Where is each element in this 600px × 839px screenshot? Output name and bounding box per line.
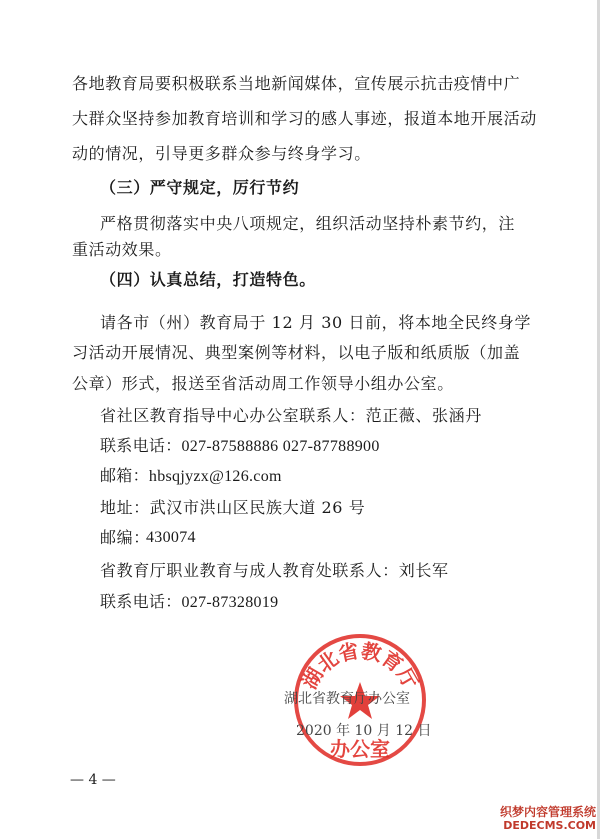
body-line-1: 各地教育局要积极联系当地新闻媒体，宣传展示抗击疫情中广 [72, 74, 521, 93]
body-line-3: 动的情况，引导更多群众参与终身学习。 [72, 144, 371, 163]
vocational-dept-contact: 省教育厅职业教育与成人教育处联系人：刘长军 [100, 561, 449, 580]
postcode-label: 邮编： [100, 528, 150, 547]
body-line-2: 大群众坚持参加教育培训和学习的感人事迹，报道本地开展活动 [72, 109, 537, 128]
section-4-line-3: 公章）形式，报送至省活动周工作领导小组办公室。 [72, 374, 454, 393]
postcode-value: 430074 [146, 529, 196, 546]
section-4-line-2: 习活动开展情况、典型案例等材料，以电子版和纸质版（加盖 [72, 343, 521, 362]
signature-office: 湖北省教育厅办公室 [284, 691, 410, 707]
watermark-en: DEDECMS.COM [503, 819, 596, 832]
section-3-line-1: 严格贯彻落实中央八项规定，组织活动坚持朴素节约，注 [100, 214, 516, 233]
email-line: 邮箱：hbsqjyzx@126.com [100, 468, 282, 485]
svg-text:湖北省教育厅: 湖北省教育厅 [297, 638, 423, 694]
address-line: 地址：武汉市洪山区民族大道 26 号 [100, 498, 366, 517]
section-4-line-1: 请各市（州）教育局于 12 月 30 日前，将本地全民终身学 [100, 313, 532, 332]
section-4-heading: （四）认真总结，打造特色。 [100, 270, 316, 289]
phone-1: 联系电话：027-87588886 027-87788900 [100, 438, 380, 455]
phone-2: 联系电话：027-87328019 [100, 594, 279, 611]
section-3-line-2: 重活动效果。 [72, 240, 172, 259]
watermark-cn: 织梦内容管理系统 [499, 805, 596, 819]
svg-text:办公室: 办公室 [330, 737, 390, 761]
community-center-contact: 省社区教育指导中心办公室联系人：范正薇、张涵丹 [100, 406, 482, 425]
signature-date: 2020 年 10 月 12 日 [296, 723, 432, 739]
watermark [500, 805, 596, 833]
page-number: — 4 — [70, 772, 116, 788]
section-3-heading: （三）严守规定，厉行节约 [100, 178, 300, 197]
